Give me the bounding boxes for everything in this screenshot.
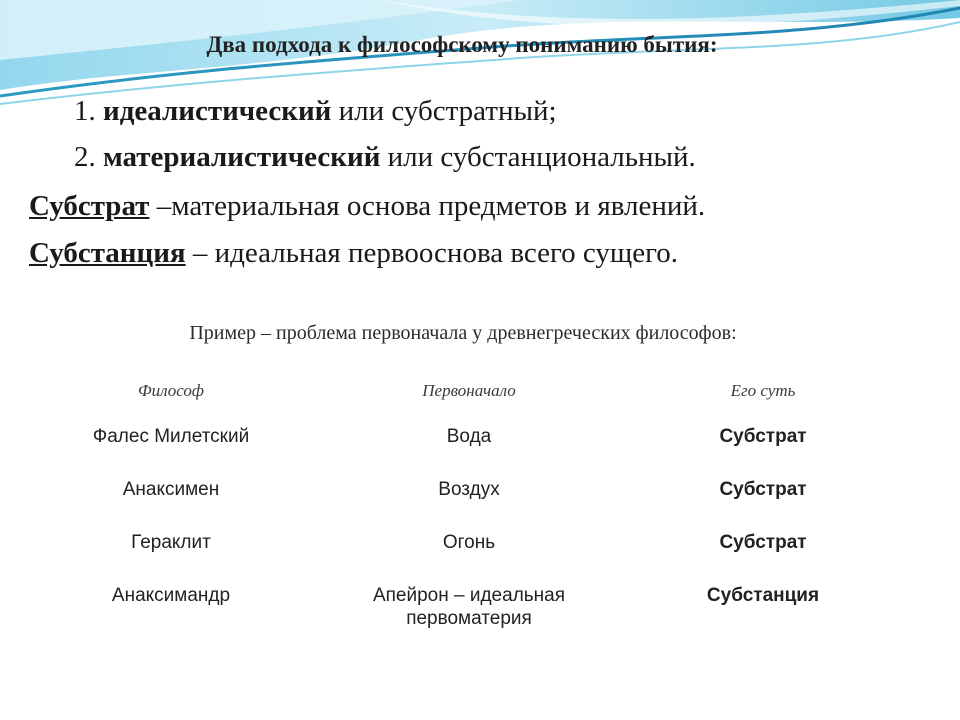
header-philosopher: Философ bbox=[138, 381, 204, 400]
example-caption: Пример – проблема первоначала у древнегреческих философов: bbox=[189, 322, 737, 344]
definition-text: –материальная основа предметов и явлений. bbox=[149, 190, 706, 222]
cell-origin: Огонь bbox=[442, 532, 496, 553]
cell-origin: Вода bbox=[446, 426, 492, 447]
header-origin: Первоначало bbox=[422, 381, 516, 400]
definition-term: Субстанция bbox=[29, 237, 186, 269]
approach-rest: или субстратный; bbox=[331, 95, 557, 127]
cell-essence: Субстрат bbox=[719, 532, 807, 553]
cell-philosopher: Анаксимандр bbox=[111, 585, 231, 606]
slide-title: Два подхода к философскому пониманию бытия: bbox=[206, 32, 718, 57]
header-essence: Его суть bbox=[730, 381, 796, 400]
definition-substrate bbox=[29, 190, 705, 223]
cell-philosopher: Гераклит bbox=[131, 532, 211, 553]
definition-text: – идеальная первооснова всего сущего. bbox=[185, 237, 679, 269]
approach-name: материалистический bbox=[103, 141, 381, 173]
approach-name: идеалистический bbox=[103, 95, 332, 127]
cell-philosopher: Анаксимен bbox=[122, 479, 220, 500]
definition-substance bbox=[29, 237, 678, 270]
cell-essence: Субстрат bbox=[719, 479, 807, 500]
approach-number: 2. bbox=[74, 141, 103, 173]
cell-essence: Субстанция bbox=[706, 585, 820, 606]
cell-philosopher: Фалес Милетский bbox=[92, 426, 250, 447]
cell-essence: Субстрат bbox=[719, 426, 807, 447]
approach-rest: или субстанциональный. bbox=[380, 141, 696, 173]
cell-origin: Воздух bbox=[438, 479, 500, 500]
cell-origin: Апейрон – идеальная первоматерия bbox=[372, 585, 566, 629]
definition-term: Субстрат bbox=[29, 190, 150, 222]
approach-number: 1. bbox=[74, 95, 103, 127]
approach-item-1 bbox=[74, 95, 557, 128]
approach-item-2 bbox=[74, 141, 696, 174]
